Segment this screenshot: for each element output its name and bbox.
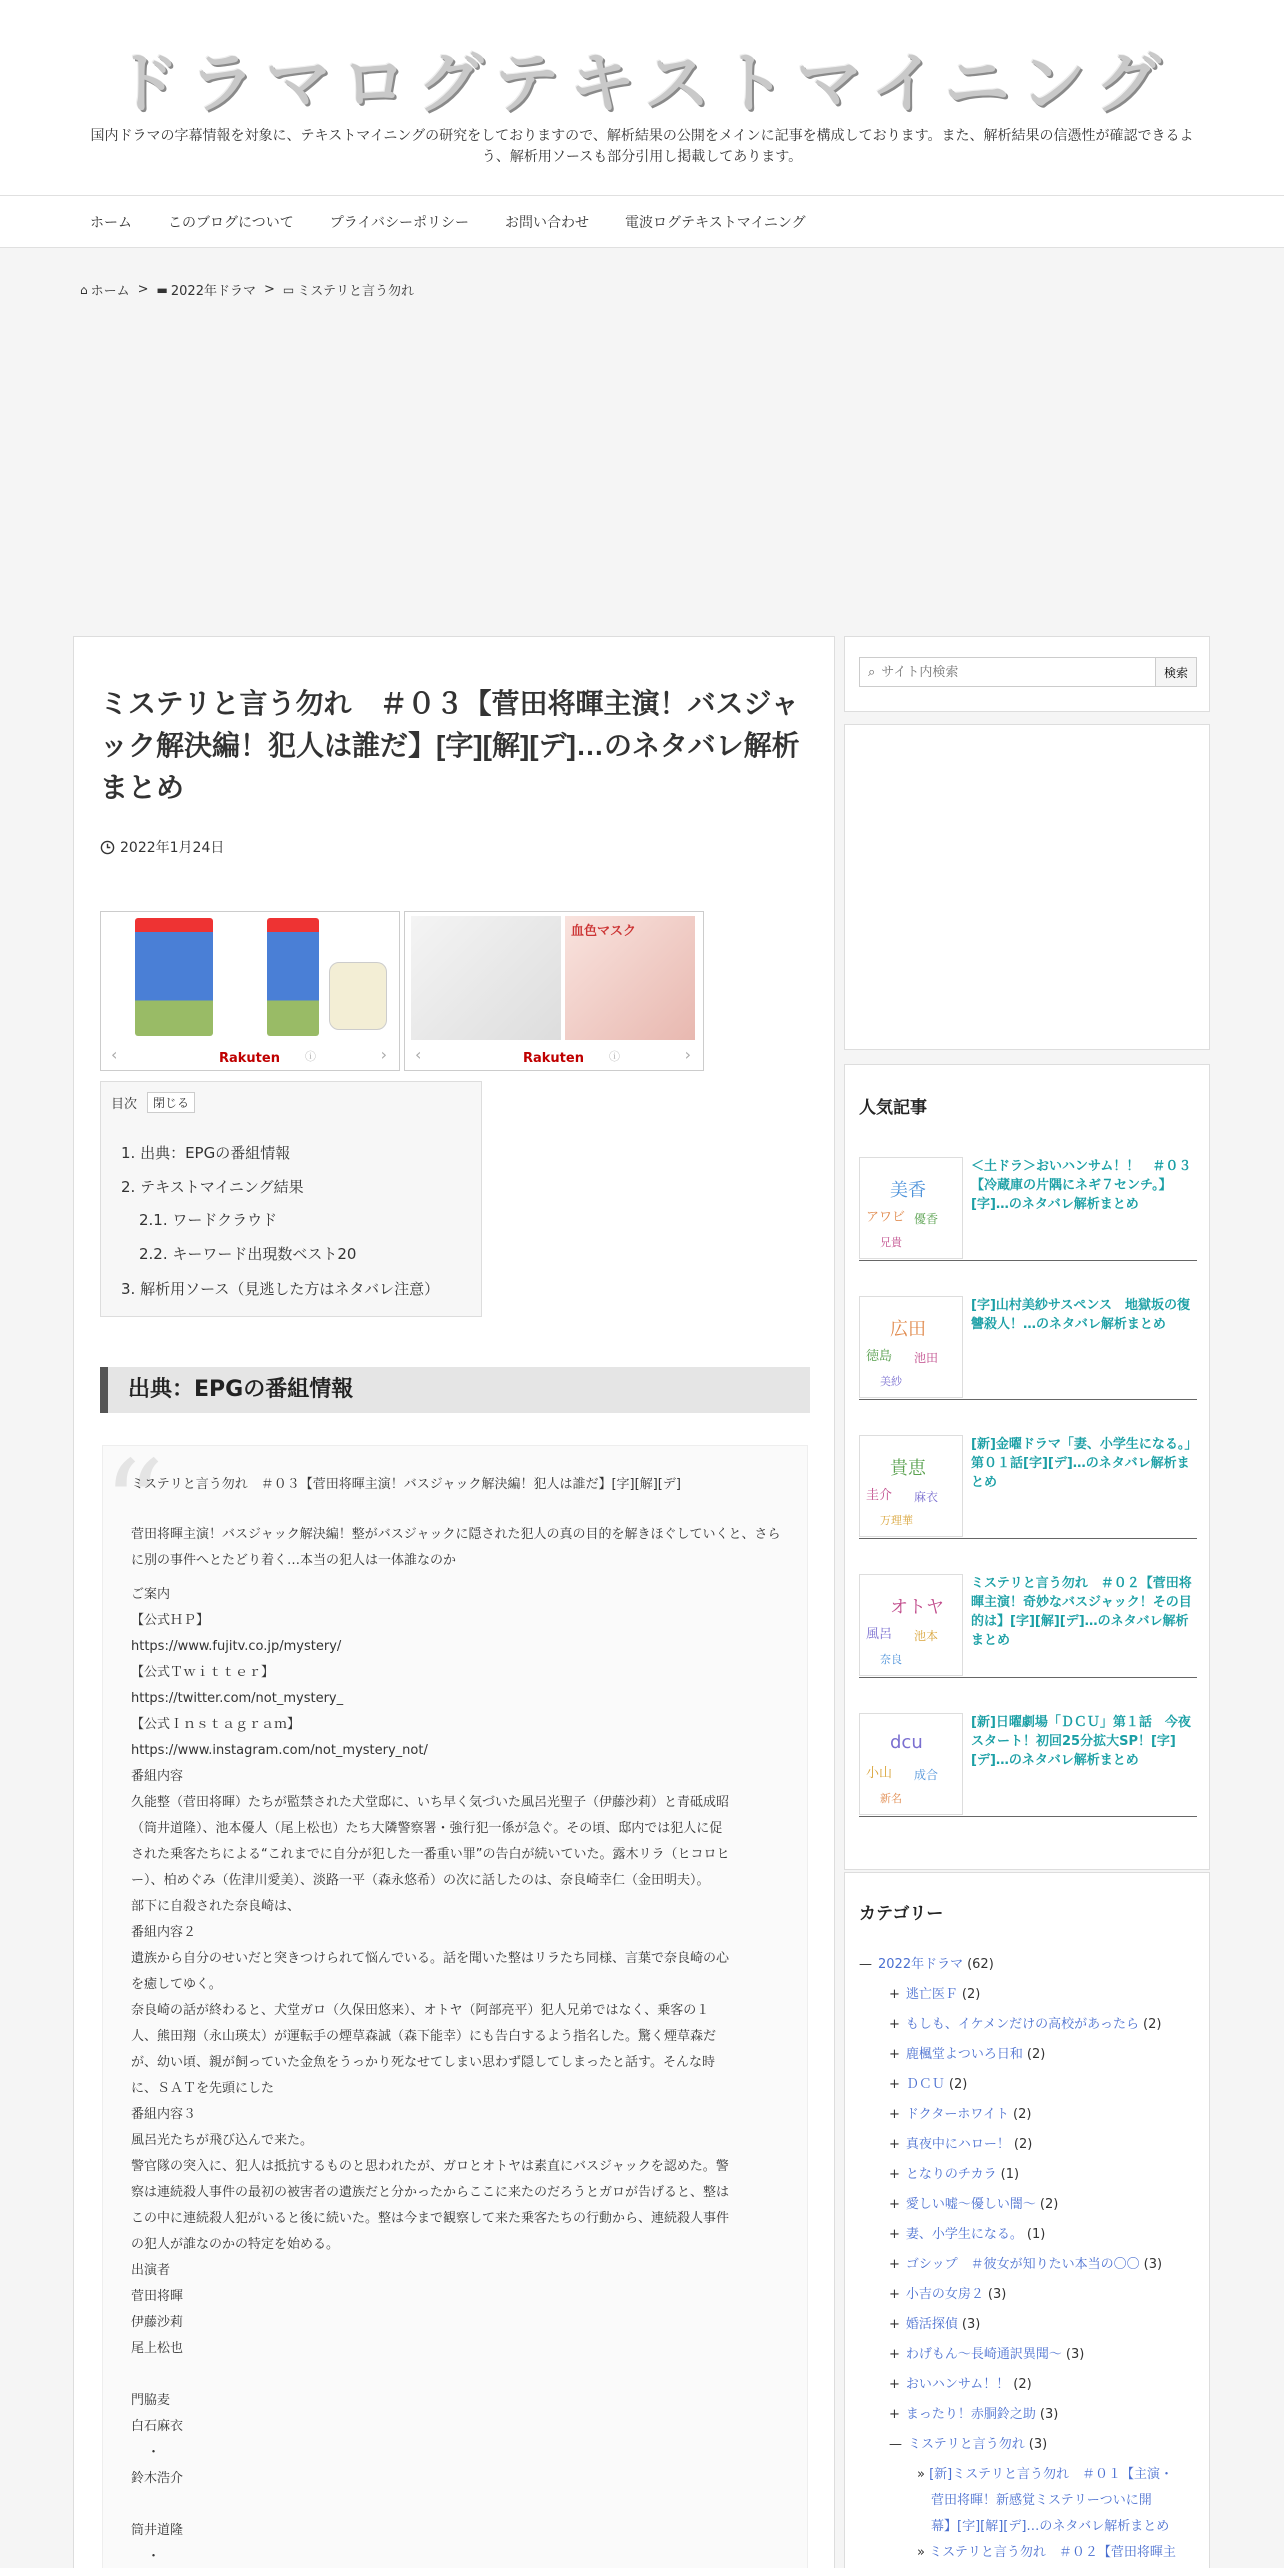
official-link[interactable]: https://www.fujitv.co.jp/mystery/	[131, 1639, 342, 1654]
expand-icon[interactable]: +	[889, 2197, 900, 2212]
category-post-title[interactable]: [新]ミステリと言う勿れ ＃０１【主演・	[929, 2467, 1173, 2482]
expand-icon[interactable]: +	[889, 2227, 900, 2242]
detail-line: 【公式ＨＰ】	[131, 1613, 210, 1628]
detail-line: （筒井道隆）、池本優人（尾上松也）たち大隣警察署・強行犯一係が急ぐ。その頃、邸内では犯人に促	[131, 1821, 723, 1836]
ad-prev-icon[interactable]: ‹	[111, 1045, 118, 1064]
wordcloud-word: 美紗	[880, 1375, 902, 1388]
ad-banner-rakuten-masks[interactable]	[404, 911, 704, 1071]
category-link[interactable]: となりのチカラ	[905, 2167, 997, 2182]
category-link[interactable]: 妻、小学生になる。	[905, 2227, 1023, 2242]
ad-info-icon[interactable]: ⓘ	[609, 1050, 620, 1063]
wordcloud-word: 成合	[914, 1768, 939, 1782]
wordcloud-word: 麻衣	[914, 1490, 939, 1504]
category-count: (3)	[987, 2287, 1007, 2302]
category-item[interactable]	[889, 2043, 1045, 2062]
category-post-link[interactable]	[917, 2541, 1176, 2560]
expand-icon[interactable]: +	[889, 2137, 900, 2152]
folder-open-icon: ▭	[282, 282, 295, 297]
detail-line: 遺族から自分のせいだと突きつけられて悩んでいる。話を聞いた整はリラたち同様、言葉で奈良崎の心	[131, 1951, 730, 1966]
detail-line: 伊藤沙莉	[131, 2315, 184, 2330]
sidebar-ad-slot	[844, 724, 1210, 1050]
category-link[interactable]: もしも、イケメンだけの高校があったら	[905, 2017, 1139, 2032]
chevron-right-icon: »	[917, 2467, 930, 2482]
toc-label: 目次	[111, 1097, 138, 1112]
expand-icon[interactable]: +	[889, 2107, 900, 2122]
popular-title: 人気記事	[859, 1098, 927, 1118]
category-item[interactable]	[889, 2373, 1032, 2392]
ad-next-icon[interactable]: ›	[684, 1045, 691, 1064]
expand-icon[interactable]: +	[889, 2017, 900, 2032]
popular-post-title[interactable]: ミステリと言う勿れ ＃０２【菅田将暉主演！奇妙なバスジャック！その目的は】[字][解][デ]…のネタバレ解析まとめ	[971, 1576, 1192, 1648]
ad-product-image	[267, 918, 319, 1036]
popular-post-item[interactable]	[859, 1296, 1197, 1400]
category-count: (1)	[1026, 2227, 1046, 2242]
table-of-contents	[100, 1081, 482, 1317]
category-widget	[844, 1872, 1210, 2568]
toc-item[interactable]: 1. 出典：EPGの番組情報	[121, 1144, 291, 1162]
nav-about[interactable]: このブログについて	[168, 214, 294, 231]
detail-line: 久能整（菅田将暉）たちが監禁された犬堂邸に、いち早く気づいた風呂光聖子（伊藤沙莉）と青砥成昭	[131, 1795, 730, 1810]
category-item[interactable]	[889, 2313, 980, 2332]
category-count: (62)	[967, 1957, 994, 1972]
detail-line: 人、熊田翔（永山瑛太）が運転手の煙草森誠（森下能幸）にも告白するよう指名した。驚く煙草森だ	[131, 2029, 717, 2044]
official-link[interactable]: https://twitter.com/not_mystery_	[131, 1691, 344, 1706]
category-count: (1)	[1000, 2167, 1020, 2182]
ad-mask-label: 血色マスク	[571, 924, 637, 939]
detail-line: ご案内	[131, 1587, 171, 1602]
expand-icon[interactable]: +	[889, 2077, 900, 2092]
search-form	[859, 657, 1197, 687]
home-icon: ⌂	[80, 282, 88, 297]
expand-icon[interactable]: +	[889, 2257, 900, 2272]
popular-post-title[interactable]: ＜土ドラ＞おいハンサム！！ ＃０３【冷蔵庫の片隅にネギ７センチ。】[字]…のネタバレ解析まとめ	[971, 1159, 1192, 1212]
category-count: (2)	[948, 2077, 968, 2092]
detail-line: 尾上松也	[131, 2341, 184, 2356]
expand-icon[interactable]: +	[889, 2287, 900, 2302]
detail-line: 鈴木浩介	[131, 2471, 184, 2486]
clock-icon	[100, 840, 115, 855]
category-item[interactable]	[889, 2403, 1058, 2422]
category-link[interactable]: 愛しい嘘～優しい闇～	[905, 2197, 1036, 2212]
wordcloud-word: 風呂	[866, 1627, 893, 1642]
search-icon: ⌕	[868, 664, 876, 680]
expand-icon[interactable]: +	[889, 2347, 900, 2362]
ad-banner-rakuten-games[interactable]	[100, 911, 400, 1071]
popular-post-item[interactable]	[859, 1435, 1197, 1539]
category-count: (2)	[1026, 2047, 1046, 2062]
toc-item[interactable]: 2.2. キーワード出現数ベスト20	[139, 1245, 357, 1263]
detail-line: 【公式Ｔｗｉｔｔｅｒ】	[131, 1665, 275, 1680]
detail-line: この中に連続殺人犯がいると後に続いた。整は今まで観察して来た乗客たちの行動から、連続殺人事件	[131, 2211, 730, 2226]
category-count: (3)	[1065, 2347, 1085, 2362]
wordcloud-word: オトヤ	[890, 1597, 944, 1618]
wordcloud-word: 圭介	[866, 1488, 893, 1503]
expand-icon[interactable]: +	[889, 2377, 900, 2392]
collapse-icon[interactable]: —	[859, 1957, 872, 1972]
detail-line: 出演者	[131, 2263, 171, 2278]
category-link[interactable]: ＤＣＵ	[905, 2077, 945, 2092]
wordcloud-word: 奈良	[880, 1653, 902, 1666]
wordcloud-word: 兄貴	[880, 1236, 902, 1249]
wordcloud-word: アワビ	[866, 1210, 906, 1225]
category-count: (3)	[1143, 2257, 1163, 2272]
detail-line: 菅田将暉	[131, 2289, 184, 2304]
category-link[interactable]: わげもん～長崎通訳異聞～	[905, 2347, 1062, 2362]
category-link[interactable]: 真夜中にハロー！	[905, 2137, 1010, 2152]
site-header	[0, 0, 1284, 196]
category-item[interactable]	[889, 2013, 1161, 2032]
category-count: (2)	[1013, 2377, 1032, 2392]
wordcloud-word: 優香	[914, 1212, 939, 1226]
wordcloud-thumbnail[interactable]	[859, 1435, 963, 1537]
search-widget	[844, 636, 1210, 712]
search-button[interactable]: 検索	[1155, 658, 1196, 686]
detail-line: ー）、柏めぐみ（佐津川愛美）、淡路一平（森永悠希）の次に話したのは、奈良崎幸仁（金田明夫）。	[131, 1873, 710, 1888]
detail-line: を癒してゆく。	[131, 1977, 222, 1992]
category-post-link[interactable]	[917, 2463, 1173, 2482]
ad-product-image	[135, 918, 213, 1036]
article-main	[73, 636, 835, 2568]
category-link[interactable]: 鹿楓堂よついろ日和	[905, 2047, 1023, 2062]
wordcloud-thumbnail[interactable]	[859, 1574, 963, 1676]
detail-line: 筒井道隆	[131, 2523, 184, 2538]
category-item[interactable]	[889, 2103, 1031, 2122]
wordcloud-word: 新名	[880, 1792, 902, 1805]
category-post-title[interactable]: ミステリと言う勿れ ＃０２【菅田将暉主	[929, 2545, 1176, 2560]
category-count: (3)	[1039, 2407, 1059, 2422]
category-count: (3)	[961, 2317, 981, 2332]
toc-header	[111, 1092, 195, 1113]
detail-line: の犯人が誰なのかの特定を始める。	[131, 2237, 340, 2252]
detail-line: に、ＳＡＴを先頭にした	[131, 2081, 275, 2096]
wordcloud-word: 池田	[914, 1351, 939, 1365]
detail-line: 門脇麦	[131, 2393, 171, 2408]
quote-mark-icon: “	[103, 1436, 165, 1575]
global-nav	[0, 196, 1284, 248]
toc-item[interactable]: 2.1. ワードクラウド	[139, 1211, 278, 1229]
category-post-title[interactable]: 幕】[字][解][デ]…のネタバレ解析まとめ	[931, 2519, 1170, 2534]
category-link[interactable]: 小吉の女房２	[905, 2287, 984, 2302]
popular-post-item[interactable]	[859, 1157, 1197, 1261]
category-post-title[interactable]: 菅田将暉！新感覚ミステリーついに開	[931, 2493, 1152, 2508]
expand-icon[interactable]: +	[889, 2407, 900, 2422]
category-count: (2)	[1013, 2107, 1032, 2122]
detail-line: 警官隊の突入に、犯人は抵抗するものと思われたが、ガロとオトヤは素直にバスジャックを認めた。警	[131, 2159, 729, 2174]
category-item[interactable]	[889, 2343, 1084, 2362]
popular-posts-widget	[844, 1064, 1210, 1870]
detail-line: された乗客たちによる“これまでに自分が犯した一番重い罪”の告白が続いていた。露木リラ（ヒコロヒ	[131, 1847, 730, 1862]
category-item[interactable]	[889, 2073, 967, 2092]
wordcloud-thumbnail[interactable]	[859, 1157, 963, 1259]
site-tagline: 国内ドラマの字幕情報を対象に、テキストマイニングの研究をしておりますので、解析結果の公開をメインに記事を構成しております。また、解析結果の信憑性が確認できるよう、解析用ソースも部分引用し掲載してあります。	[90, 128, 1194, 165]
detail-line: 察は連続殺人事件の最初の被害者の遺族だと分かったからここに来たのだろうとガロが告げると、整は	[131, 2185, 730, 2200]
category-post-link[interactable]	[931, 2489, 1152, 2508]
category-item[interactable]	[889, 2283, 1006, 2302]
detail-line: が、幼い頃、親が飼っていた金魚をうっかり死なせてしまい思わず隠してしまったと話す。そんな時	[131, 2055, 715, 2070]
category-item[interactable]	[859, 1953, 994, 1972]
popular-post-item[interactable]	[859, 1574, 1197, 1678]
category-link[interactable]: 婚活探偵	[905, 2317, 958, 2332]
ad-product-image	[411, 916, 561, 1040]
expand-icon[interactable]: +	[889, 2047, 900, 2062]
category-item[interactable]	[889, 2133, 1032, 2152]
category-count: (2)	[1143, 2017, 1162, 2032]
toc-item[interactable]: 2. テキストマイニング結果	[121, 1178, 304, 1196]
expand-icon[interactable]: +	[889, 2167, 900, 2182]
ad-prev-icon[interactable]: ‹	[415, 1045, 422, 1064]
breadcrumb-home[interactable]: ホーム	[90, 284, 130, 299]
breadcrumb-subcategory[interactable]: ミステリと言う勿れ	[297, 284, 414, 299]
detail-line: 白石麻衣	[131, 2419, 184, 2434]
wordcloud-word: 美香	[890, 1180, 926, 1201]
detail-line: 番組内容	[131, 1769, 184, 1784]
wordcloud-word: 広田	[890, 1319, 926, 1340]
category-link[interactable]: 逃亡医Ｆ	[905, 1987, 958, 2002]
popular-post-title[interactable]: [新]金曜ドラマ「妻、小学生になる。」第０１話[字][デ]…のネタバレ解析まとめ	[971, 1437, 1198, 1490]
nav-contact[interactable]: お問い合わせ	[505, 214, 590, 231]
detail-line: 部下に自殺された奈良崎は、	[131, 1899, 301, 1914]
post-date-text: 2022年1月24日	[120, 840, 225, 856]
epg-blockquote	[102, 1436, 808, 2568]
post-date	[100, 837, 224, 857]
breadcrumb	[80, 280, 414, 299]
category-item[interactable]	[889, 2223, 1045, 2242]
category-item[interactable]	[889, 1983, 980, 2002]
nav-privacy[interactable]: プライバシーポリシー	[329, 214, 470, 231]
detail-line: 【公式Ｉｎｓｔａｇｒａｍ】	[131, 1717, 301, 1732]
category-link[interactable]: 2022年ドラマ	[878, 1957, 964, 1972]
category-item[interactable]	[889, 2163, 1019, 2182]
program-title: ミステリと言う勿れ ＃０３【菅田将暉主演！バスジャック解決編！犯人は誰だ】[字][解][デ]	[131, 1477, 681, 1492]
category-item[interactable]	[889, 2433, 1047, 2452]
ad-next-icon[interactable]: ›	[380, 1045, 387, 1064]
popular-post-title[interactable]: [字]山村美紗サスペンス 地獄坂の復讐殺人！…のネタバレ解析まとめ	[971, 1298, 1190, 1332]
program-summary: 菅田将暉主演！バスジャック解決編！整がバスジャックに隠された犯人の真の目的を解きほぐしていくと、さらに別の事件へとたどり着く…本当の犯人は一体誰なのか	[131, 1527, 781, 1568]
detail-line: 奈良崎の話が終わると、犬堂ガロ（久保田悠来）、オトヤ（阿部亮平）犯人兄弟ではなく、乗客の１	[131, 2003, 710, 2018]
ad-product-image	[329, 962, 387, 1030]
wordcloud-thumbnail[interactable]	[859, 1713, 963, 1815]
category-item[interactable]	[889, 2193, 1058, 2212]
chevron-right-icon: »	[917, 2545, 930, 2560]
wordcloud-thumbnail[interactable]	[859, 1296, 963, 1398]
category-link[interactable]: まったり！赤胴鈴之助	[905, 2407, 1036, 2422]
nav-denpa-log[interactable]: 電波ログテキストマイニング	[625, 214, 806, 231]
category-post-link[interactable]	[931, 2515, 1169, 2534]
breadcrumb-separator: >	[137, 282, 149, 297]
category-item[interactable]	[889, 2253, 1162, 2272]
nav-home[interactable]: ホーム	[90, 214, 132, 231]
expand-icon[interactable]: +	[889, 2317, 900, 2332]
detail-line: ・	[147, 2445, 161, 2460]
wordcloud-word: dcu	[890, 1732, 923, 1753]
category-count: (2)	[1013, 2137, 1033, 2152]
collapse-icon[interactable]: —	[889, 2437, 902, 2452]
breadcrumb-separator: >	[263, 282, 275, 297]
wordcloud-word: 貴恵	[890, 1458, 926, 1479]
wordcloud-word: 徳島	[866, 1349, 893, 1364]
category-link[interactable]: ミステリと言う勿れ	[908, 2437, 1025, 2452]
category-link[interactable]: ドクターホワイト	[905, 2107, 1009, 2122]
popular-post-title[interactable]: [新]日曜劇場「ＤＣＵ」第１話 今夜スタート！初回25分拡大SP！[字][デ]…のネタバレ解析まとめ	[971, 1715, 1191, 1768]
detail-line: 風呂光たちが飛び込んで来た。	[131, 2133, 314, 2148]
toc-close-button[interactable]: 閉じる	[147, 1092, 195, 1113]
popular-post-item[interactable]	[859, 1713, 1197, 1817]
ad-info-icon[interactable]: ⓘ	[305, 1050, 316, 1063]
detail-line: 番組内容３	[131, 2107, 197, 2122]
section-heading: 出典：EPGの番組情報	[100, 1367, 810, 1413]
category-link[interactable]: ゴシップ ＃彼女が知りたい本当の〇〇	[905, 2257, 1140, 2272]
wordcloud-word: 万理華	[880, 1514, 913, 1527]
wordcloud-word: 池本	[914, 1629, 939, 1643]
article-title: ミステリと言う勿れ ＃０３【菅田将暉主演！バスジャック解決編！犯人は誰だ】[字][解][デ]…のネタバレ解析まとめ	[100, 688, 800, 803]
category-count: (2)	[1039, 2197, 1059, 2212]
category-title: カテゴリー	[859, 1904, 944, 1924]
rakuten-logo: Rakuten	[219, 1051, 280, 1066]
category-count: (2)	[961, 1987, 981, 2002]
detail-line: 番組内容２	[131, 1925, 197, 1940]
category-count: (3)	[1028, 2437, 1048, 2452]
expand-icon[interactable]: +	[889, 1987, 900, 2002]
site-logo[interactable]: ドラマログテキストマイニング	[113, 45, 1171, 122]
category-link[interactable]: おいハンサム！！	[905, 2377, 1010, 2392]
detail-line: ・	[147, 2549, 161, 2564]
official-link[interactable]: https://www.instagram.com/not_mystery_not/	[131, 1743, 428, 1758]
toc-item[interactable]: 3. 解析用ソース（見逃した方はネタバレ注意）	[121, 1280, 440, 1298]
wordcloud-word: 小山	[866, 1766, 893, 1781]
rakuten-logo: Rakuten	[523, 1051, 584, 1066]
breadcrumb-category[interactable]: 2022年ドラマ	[170, 284, 256, 299]
search-input[interactable]	[875, 665, 1155, 680]
folder-icon: ▬	[156, 282, 168, 297]
